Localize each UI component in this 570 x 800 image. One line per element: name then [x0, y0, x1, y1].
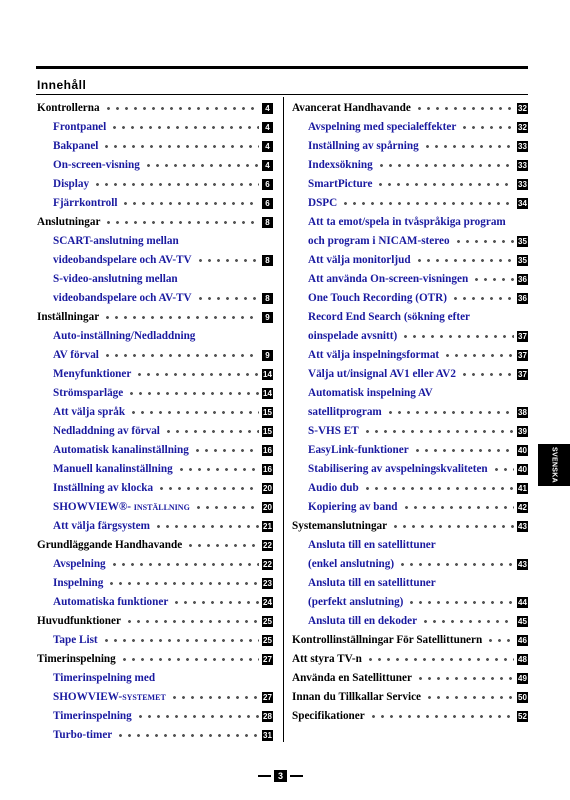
toc-entry-label: Strömsparläge: [53, 386, 124, 399]
dot-leader: [407, 593, 514, 612]
page-ref-badge: 35: [518, 255, 527, 265]
toc-entry-label: Att välja inspelningsformat: [308, 348, 440, 361]
toc-entry-label: One Touch Recording (OTR): [308, 291, 447, 304]
toc-subsection-entry[interactable]: [37, 593, 273, 612]
language-tab-label: SVENSKA: [550, 447, 558, 483]
page-ref-badge: 48: [518, 654, 527, 664]
toc-entry-label: Indexsökning: [308, 158, 373, 171]
toc-subsection-entry[interactable]: [37, 232, 273, 251]
toc-entry-label: Turbo-timer: [53, 728, 113, 741]
toc-section-entry[interactable]: [292, 517, 528, 536]
toc-section-entry[interactable]: [292, 688, 528, 707]
toc-entry-label: Att ta emot/spela in tvåspråkiga program: [308, 215, 506, 228]
toc-entry-label: Audio dub: [308, 481, 359, 494]
toc-subsection-entry[interactable]: [292, 365, 528, 384]
page-ref-badge: 49: [518, 673, 527, 683]
dot-leader: [172, 593, 259, 612]
toc-section-entry[interactable]: [37, 99, 273, 118]
toc-entry-label: Timerinspelning: [37, 652, 116, 665]
toc-subsection-entry[interactable]: [292, 403, 528, 422]
page-ref-badge: 22: [263, 540, 272, 550]
toc-entry-label: Systemanslutningar: [292, 519, 388, 532]
toc-entry-label: satellitprogram: [308, 405, 382, 418]
dot-leader: [107, 574, 259, 593]
toc-entry-label: Automatiska funktioner: [53, 595, 169, 608]
page-ref-badge: 40: [518, 445, 527, 455]
page-ref-badge: 16: [263, 445, 272, 455]
toc-entry-label: (perfekt anslutning): [308, 595, 404, 608]
toc-entry-label: Grundläggande Handhavande: [37, 538, 183, 551]
page-ref-badge: 38: [518, 407, 527, 417]
toc-entry-label: Manuell kanalinställning: [53, 462, 173, 475]
toc-entry-label: SHOWVIEW-systemet: [53, 690, 166, 703]
dot-leader: [125, 612, 259, 631]
dot-leader: [127, 384, 259, 403]
dot-leader: [110, 118, 259, 137]
toc-subsection-entry[interactable]: [292, 593, 528, 612]
dot-leader: [102, 137, 259, 156]
page-ref-badge: 8: [262, 217, 273, 228]
page-ref-badge: 34: [518, 198, 527, 208]
toc-subsection-entry[interactable]: [37, 669, 273, 688]
column-divider: [283, 97, 284, 742]
page-ref-badge: 37: [518, 369, 527, 379]
dot-leader: [386, 403, 514, 422]
toc-entry-label: Ansluta till en dekoder: [308, 614, 418, 627]
toc-subsection-entry[interactable]: [37, 346, 273, 365]
toc-entry-label: Kontrollinställningar För Satellittunern: [292, 633, 483, 646]
dot-leader: [421, 612, 514, 631]
toc-subsection-entry[interactable]: [37, 479, 273, 498]
toc-subsection-entry[interactable]: [292, 194, 528, 213]
toc-section-entry[interactable]: [292, 669, 528, 688]
toc-entry-label: Välja ut/insignal AV1 eller AV2: [308, 367, 456, 380]
dot-leader: [186, 536, 259, 555]
toc-entry-label: SCART-anslutning mellan: [53, 234, 179, 247]
toc-subsection-entry[interactable]: [37, 498, 273, 517]
toc-subsection-entry[interactable]: [37, 118, 273, 137]
toc-subsection-entry[interactable]: [292, 555, 528, 574]
toc-section-entry[interactable]: [37, 612, 273, 631]
page-ref-badge: 33: [518, 160, 527, 170]
dot-leader: [413, 441, 514, 460]
page-number: [258, 770, 303, 782]
page-ref-badge: 14: [263, 388, 272, 398]
dot-leader: [116, 726, 259, 745]
page-ref-badge: 23: [263, 578, 272, 588]
toc-entry-label: Använda en Satellittuner: [292, 671, 412, 684]
page-ref-badge: 33: [518, 141, 527, 151]
toc-entry-label: On-screen-visning: [53, 158, 140, 171]
page-ref-badge: 22: [263, 559, 272, 569]
toc-entry-label: Inspelning: [53, 576, 104, 589]
dot-leader: [144, 156, 259, 175]
toc-entry-label: Avspelning med specialeffekter: [308, 120, 457, 133]
toc-subsection-entry[interactable]: [292, 213, 528, 232]
toc-entry-label: Ansluta till en satellittuner: [308, 576, 436, 589]
toc-entry-label: Ansluta till en satellittuner: [308, 538, 436, 551]
dot-leader: [103, 346, 259, 365]
toc-subsection-entry[interactable]: [37, 707, 273, 726]
page-ref-badge: 37: [518, 350, 527, 360]
toc-entry-label: Frontpanel: [53, 120, 107, 133]
toc-entry-label: Innan du Tillkallar Service: [292, 690, 422, 703]
toc-section-entry[interactable]: [292, 631, 528, 650]
page-ref-badge: 15: [263, 426, 272, 436]
page-number-box: 3: [274, 770, 287, 782]
title-underline: [36, 94, 528, 95]
toc-entry-label: Timerinspelning: [53, 709, 132, 722]
page-ref-badge: 41: [518, 483, 527, 493]
page-ref-badge: 36: [518, 293, 527, 303]
toc-entry-label: Nedladdning av förval: [53, 424, 160, 437]
toc-entry-label: Record End Search (sökning efter: [308, 310, 471, 323]
toc-subsection-entry[interactable]: [37, 175, 273, 194]
dot-leader: [157, 479, 259, 498]
page-ref-badge: 35: [518, 236, 527, 246]
dot-leader: [425, 688, 514, 707]
page-ref-badge: 36: [518, 274, 527, 284]
page-ref-badge: 14: [263, 369, 272, 379]
page-ref-badge: 46: [518, 635, 527, 645]
dot-leader: [415, 99, 514, 118]
toc-subsection-entry[interactable]: [37, 574, 273, 593]
dot-leader: [93, 175, 259, 194]
toc-subsection-entry[interactable]: [37, 688, 273, 707]
dot-leader: [154, 517, 259, 536]
dot-leader: [401, 327, 514, 346]
page-ref-badge: 31: [263, 730, 272, 740]
dot-leader: [415, 251, 514, 270]
dot-leader: [451, 289, 514, 308]
page-ref-badge: 45: [518, 616, 527, 626]
page-title: Innehåll: [37, 78, 87, 92]
dot-leader: [104, 99, 259, 118]
toc-entry-label: EasyLink-funktioner: [308, 443, 409, 456]
toc-subsection-entry[interactable]: [292, 346, 528, 365]
toc-section-entry[interactable]: [292, 99, 528, 118]
toc-entry-label: videobandspelare och AV-TV: [53, 253, 192, 266]
toc-subsection-entry[interactable]: [37, 384, 273, 403]
dot-leader: [135, 365, 259, 384]
toc-entry-label: Avancerat Handhavande: [292, 101, 411, 114]
toc-section-entry[interactable]: [37, 308, 273, 327]
toc-subsection-entry[interactable]: [37, 270, 273, 289]
toc-entry-label: Display: [53, 177, 90, 190]
page-ref-badge: 8: [262, 255, 273, 266]
toc-subsection-entry[interactable]: [292, 270, 528, 289]
toc-entry-label: oinspelade avsnitt): [308, 329, 398, 342]
toc-subsection-entry[interactable]: [292, 422, 528, 441]
dot-leader: [454, 232, 514, 251]
toc-subsection-entry[interactable]: [37, 631, 273, 650]
toc-subsection-entry[interactable]: [292, 308, 528, 327]
toc-section-entry[interactable]: [292, 707, 528, 726]
dot-leader: [136, 707, 259, 726]
page-ref-badge: 4: [262, 122, 273, 133]
page-ref-badge: 9: [262, 350, 273, 361]
toc-entry-label: Inställningar: [37, 310, 100, 323]
toc-subsection-entry[interactable]: [292, 460, 528, 479]
page-ref-badge: 4: [262, 141, 273, 152]
page-ref-badge: 39: [518, 426, 527, 436]
toc-subsection-entry[interactable]: [37, 289, 273, 308]
toc-entry-label: Menyfunktioner: [53, 367, 132, 380]
toc-section-entry[interactable]: [37, 536, 273, 555]
page-ref-badge: 43: [518, 521, 527, 531]
page-ref-badge: 27: [263, 654, 272, 664]
page-ref-badge: 33: [518, 179, 527, 189]
page-ref-badge: 40: [518, 464, 527, 474]
toc-entry-label: Tape List: [53, 633, 98, 646]
page-ref-badge: 43: [518, 559, 527, 569]
dot-leader: [177, 460, 259, 479]
dot-leader: [460, 365, 514, 384]
toc-entry-label: och program i NICAM-stereo: [308, 234, 450, 247]
toc-entry-label: Automatisk inspelning AV: [308, 386, 433, 399]
page-ref-badge: 21: [263, 521, 272, 531]
toc-subsection-entry[interactable]: [37, 194, 273, 213]
toc-subsection-entry[interactable]: [37, 726, 273, 745]
dot-leader: [398, 555, 514, 574]
toc-subsection-entry[interactable]: [37, 555, 273, 574]
page-ref-badge: 4: [262, 160, 273, 171]
toc-subsection-entry[interactable]: [292, 327, 528, 346]
page-ref-badge: 16: [263, 464, 272, 474]
toc-entry-label: Stabilisering av avspelningskvaliteten: [308, 462, 488, 475]
toc-entry-label: Huvudfunktioner: [37, 614, 121, 627]
toc-subsection-entry[interactable]: [37, 156, 273, 175]
toc-entry-label: Anslutningar: [37, 215, 101, 228]
toc-subsection-entry[interactable]: [292, 574, 528, 593]
page-ref-badge: 25: [263, 635, 272, 645]
language-tab: [538, 444, 570, 486]
toc-entry-label: S-VHS ET: [308, 424, 359, 437]
toc-entry-label: Specifikationer: [292, 709, 365, 722]
toc-entry-label: videobandspelare och AV-TV: [53, 291, 192, 304]
toc-subsection-entry[interactable]: [37, 365, 273, 384]
dot-leader: [193, 441, 259, 460]
toc-subsection-entry[interactable]: [292, 384, 528, 403]
dot-leader: [363, 479, 514, 498]
page-ref-badge: 9: [262, 312, 273, 323]
toc-entry-label: DSPC: [308, 196, 338, 209]
toc-entry-label: Automatisk kanalinställning: [53, 443, 189, 456]
page-ref-badge: 27: [263, 692, 272, 702]
toc-subsection-entry[interactable]: [292, 441, 528, 460]
dot-leader: [104, 213, 259, 232]
toc-subsection-entry[interactable]: [37, 137, 273, 156]
toc-subsection-entry[interactable]: [292, 289, 528, 308]
dot-leader: [423, 137, 514, 156]
toc-entry-label: (enkel anslutning): [308, 557, 395, 570]
dot-leader: [341, 194, 514, 213]
toc-subsection-entry[interactable]: [37, 422, 273, 441]
toc-subsection-entry[interactable]: [292, 479, 528, 498]
dot-leader: [376, 175, 514, 194]
page-ref-badge: 52: [518, 711, 527, 721]
dot-leader: [486, 631, 514, 650]
toc-subsection-entry[interactable]: [292, 156, 528, 175]
page-number-dash-right: [290, 775, 303, 777]
page-ref-badge: 42: [518, 502, 527, 512]
page-ref-badge: 32: [518, 103, 527, 113]
toc-entry-label: Att välja monitorljud: [308, 253, 411, 266]
dot-leader: [120, 650, 259, 669]
toc-entry-label: AV förval: [53, 348, 99, 361]
page-ref-badge: 44: [518, 597, 527, 607]
page-ref-badge: 25: [263, 616, 272, 626]
dot-leader: [363, 422, 514, 441]
page-ref-badge: 4: [262, 103, 273, 114]
toc-subsection-entry[interactable]: [292, 251, 528, 270]
dot-leader: [129, 403, 259, 422]
dot-leader: [121, 194, 259, 213]
dot-leader: [102, 631, 259, 650]
toc-entry-label: Inställning av klocka: [53, 481, 154, 494]
dot-leader: [196, 251, 259, 270]
dot-leader: [472, 270, 514, 289]
page-ref-badge: 28: [263, 711, 272, 721]
toc-entry-label: Fjärrkontroll: [53, 196, 118, 209]
toc-subsection-entry[interactable]: [292, 232, 528, 251]
toc-entry-label: Att använda On-screen-visningen: [308, 272, 469, 285]
toc-subsection-entry[interactable]: [292, 175, 528, 194]
toc-subsection-entry[interactable]: [37, 251, 273, 270]
toc-section-entry[interactable]: [37, 213, 273, 232]
toc-entry-label: Timerinspelning med: [53, 671, 156, 684]
toc-entry-label: Auto-inställning/Nedladdning: [53, 329, 196, 342]
toc-subsection-entry[interactable]: [292, 612, 528, 631]
dot-leader: [110, 555, 259, 574]
toc-entry-label: Att styra TV-n: [292, 652, 362, 665]
toc-subsection-entry[interactable]: [292, 536, 528, 555]
dot-leader: [170, 688, 259, 707]
dot-leader: [103, 308, 259, 327]
toc-entry-label: Att välja språk: [53, 405, 126, 418]
toc-entry-label: Kopiering av band: [308, 500, 398, 513]
page-ref-badge: 6: [262, 198, 273, 209]
toc-subsection-entry[interactable]: [37, 441, 273, 460]
toc-entry-label: SHOWVIEW®- inställning: [53, 500, 190, 513]
page-ref-badge: 50: [518, 692, 527, 702]
toc-subsection-entry[interactable]: [37, 460, 273, 479]
dot-leader: [377, 156, 514, 175]
dot-leader: [492, 460, 514, 479]
dot-leader: [366, 650, 514, 669]
dot-leader: [164, 422, 259, 441]
toc-entry-label: Bakpanel: [53, 139, 99, 152]
dot-leader: [391, 517, 514, 536]
page-ref-badge: 15: [263, 407, 272, 417]
page-ref-badge: 20: [263, 483, 272, 493]
dot-leader: [196, 289, 259, 308]
toc-subsection-entry[interactable]: [37, 403, 273, 422]
toc-section-entry[interactable]: [292, 650, 528, 669]
page-ref-badge: 8: [262, 293, 273, 304]
toc-entry-label: Kontrollerna: [37, 101, 100, 114]
top-rule: [36, 66, 528, 69]
page-number-dash-left: [258, 775, 271, 777]
dot-leader: [402, 498, 514, 517]
toc-subsection-entry[interactable]: [292, 498, 528, 517]
dot-leader: [460, 118, 514, 137]
dot-leader: [369, 707, 514, 726]
page-ref-badge: 32: [518, 122, 527, 132]
page-ref-badge: 24: [263, 597, 272, 607]
page-ref-badge: 37: [518, 331, 527, 341]
page-ref-badge: 20: [263, 502, 272, 512]
toc-subsection-entry[interactable]: [292, 118, 528, 137]
dot-leader: [443, 346, 514, 365]
toc-entry-label: Avspelning: [53, 557, 106, 570]
toc-section-entry[interactable]: [37, 650, 273, 669]
dot-leader: [194, 498, 259, 517]
page-ref-badge: 6: [262, 179, 273, 190]
toc-entry-label: S-video-anslutning mellan: [53, 272, 178, 285]
toc-subsection-entry[interactable]: [292, 137, 528, 156]
dot-leader: [416, 669, 514, 688]
toc-entry-label: Inställning av spårning: [308, 139, 419, 152]
toc-entry-label: Att välja färgsystem: [53, 519, 150, 532]
toc-subsection-entry[interactable]: [37, 327, 273, 346]
toc-subsection-entry[interactable]: [37, 517, 273, 536]
toc-entry-label: SmartPicture: [308, 177, 373, 190]
